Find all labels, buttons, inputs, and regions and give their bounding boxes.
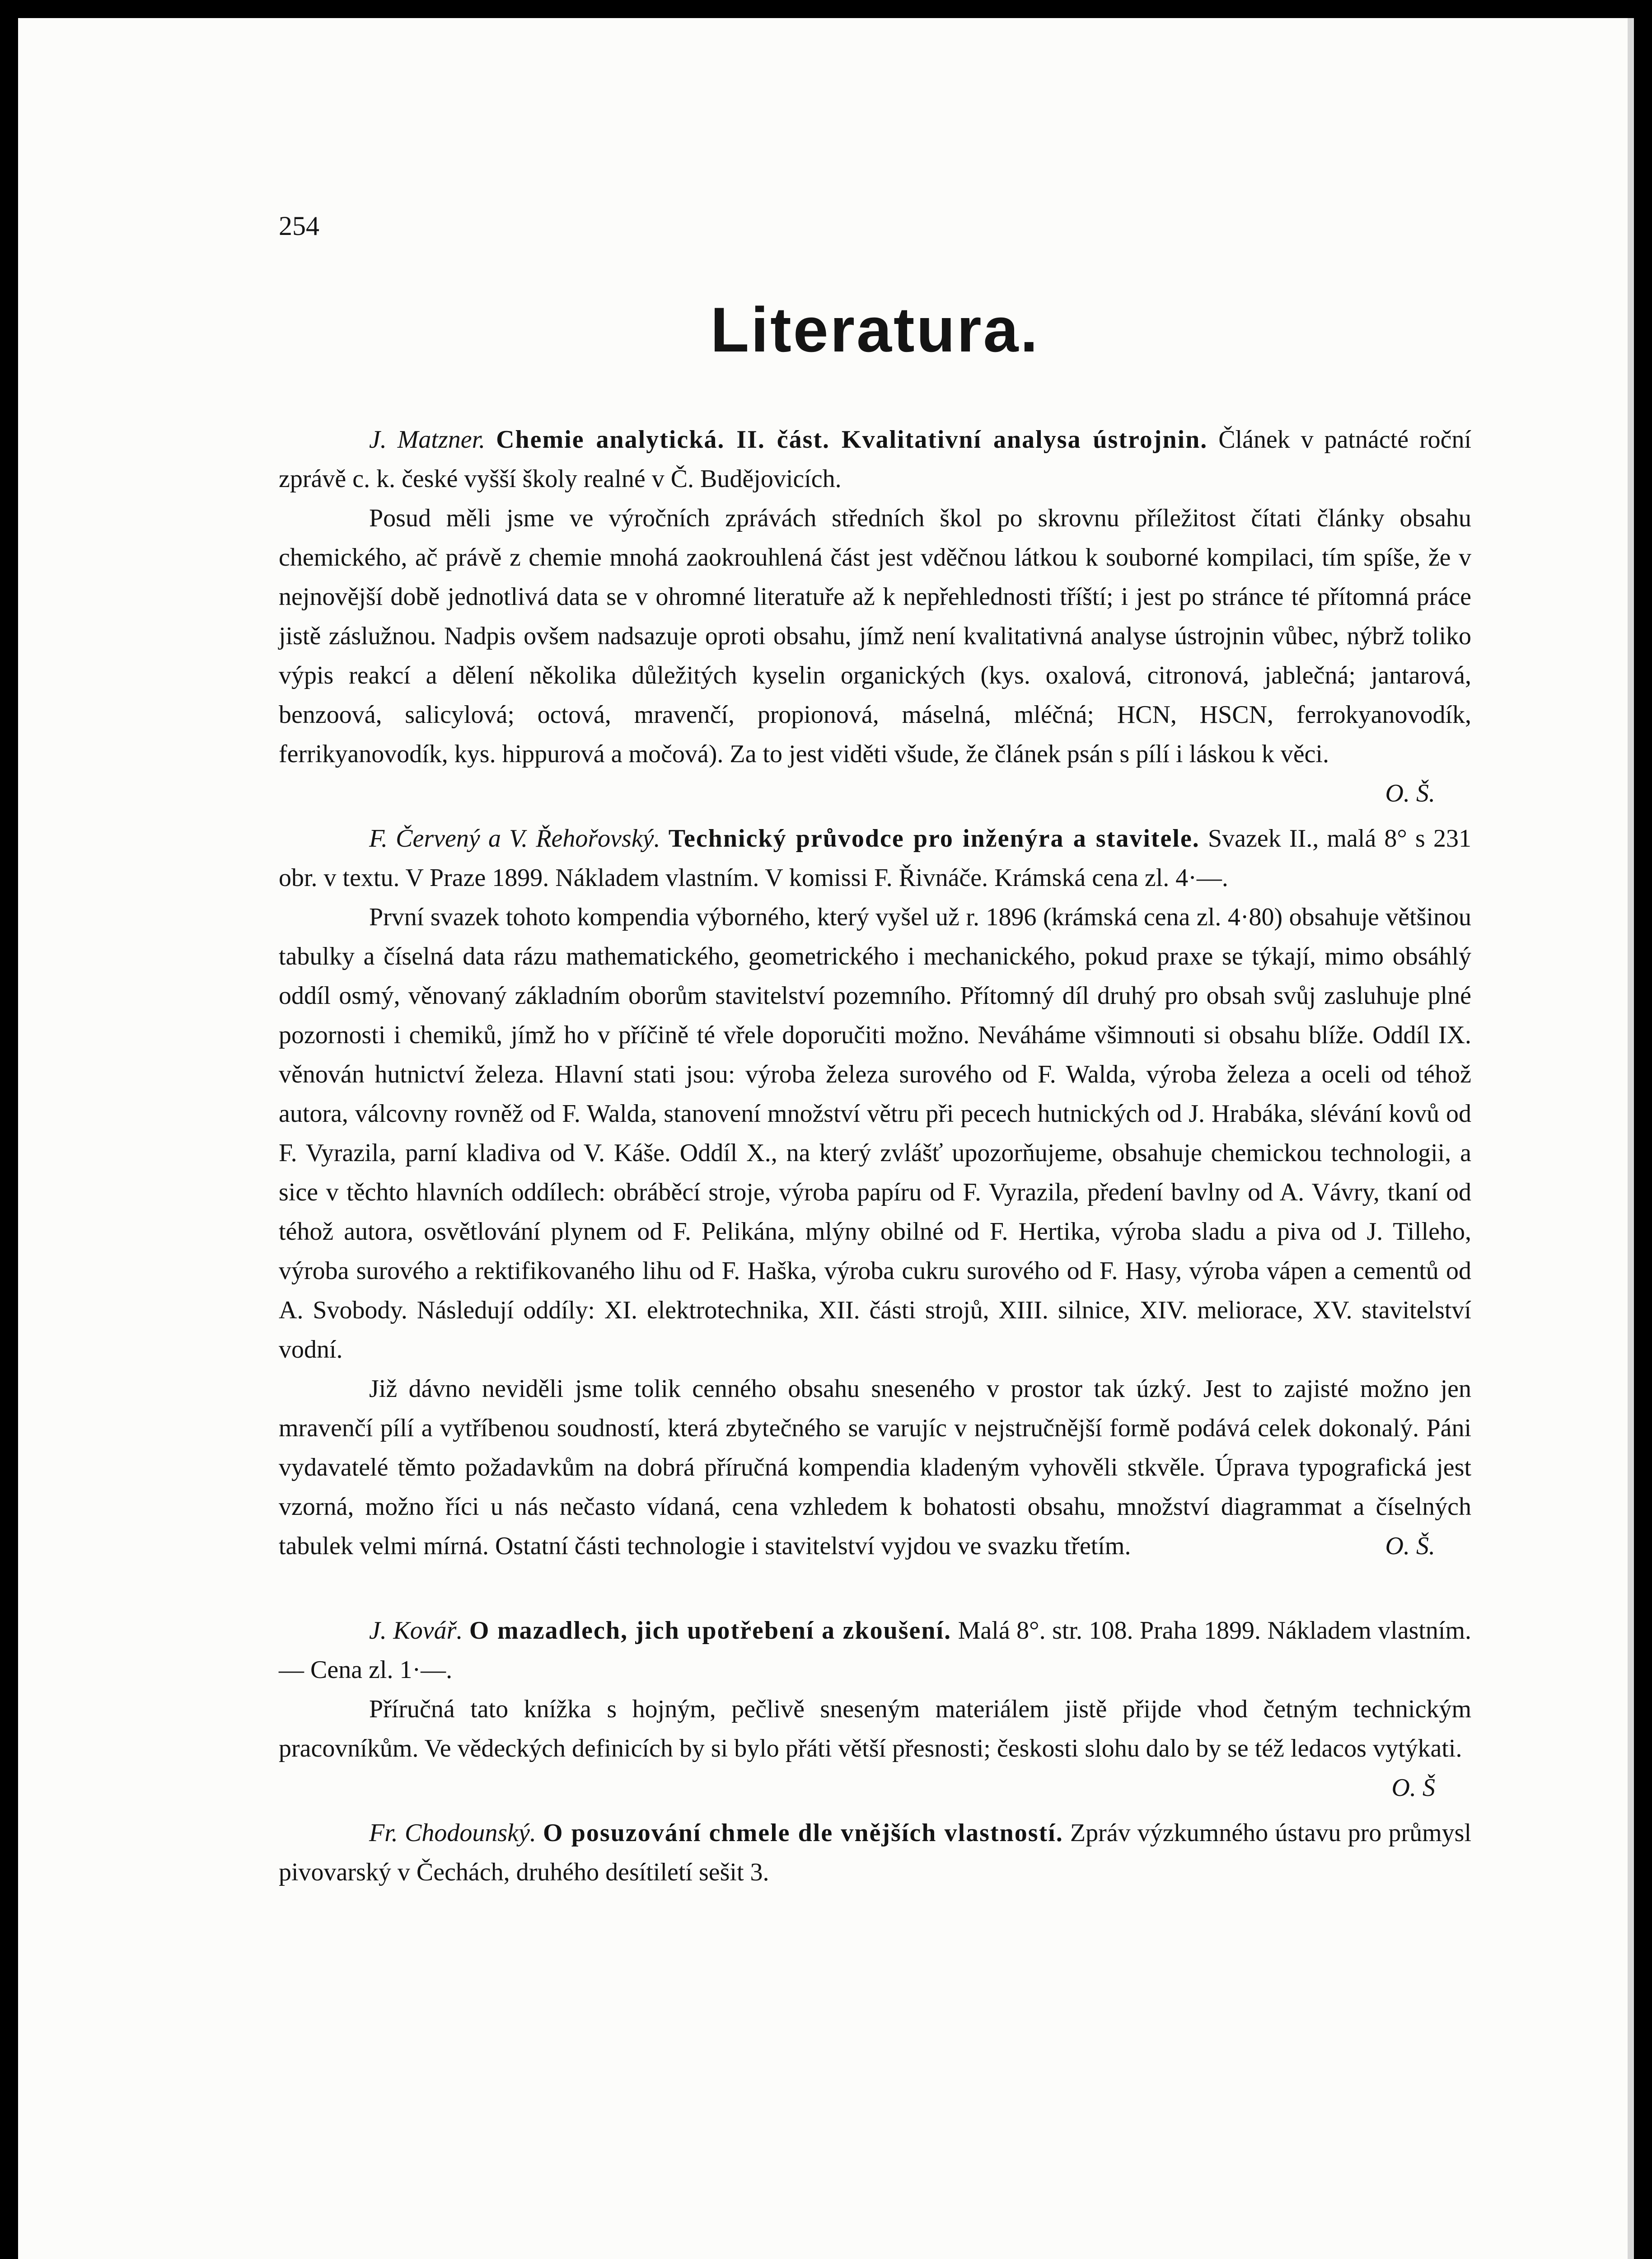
bibliographic-reference	[279, 420, 1471, 499]
reference-details: Zpráv výzkumného ústavu pro průmysl pivovarský v Čechách, druhého desítiletí sešit 3.	[279, 1819, 1472, 1886]
reference-title: Chemie analytická. II. část. Kvalitativní analysa ústrojnin.	[496, 426, 1208, 454]
reference-details: Malá 8°. str. 108. Praha 1899. Nákladem vlastním. — Cena zl. 1·—.	[279, 1617, 1472, 1684]
reviewer-signature: O. Š.	[1385, 1532, 1435, 1560]
review-entry-chodounsky	[279, 1814, 1471, 1892]
reference-title: Technický průvodce pro inženýra a stavitele.	[668, 825, 1200, 853]
reference-author: F. Červený a V. Řehořovský.	[369, 825, 660, 853]
reference-author: Fr. Chodounský.	[369, 1819, 536, 1847]
review-paragraph: Příručná tato knížka s hojným, pečlivě sneseným materiálem jistě přijde vhod četným technickým pracovníkům. Ve vědeckých definicích by si bylo přáti větší přesnosti; českosti slohu dalo by se též ledacos vytýkati. O. Š	[279, 1690, 1471, 1768]
review-entry-matzner	[279, 420, 1472, 807]
section-heading: Literatura.	[710, 294, 1040, 365]
review-entry-cerveny	[279, 819, 1471, 1566]
bibliographic-reference	[279, 819, 1471, 898]
bibliographic-reference	[279, 1814, 1471, 1892]
reference-title: O posuzování chmele dle vnějších vlastností.	[543, 1819, 1063, 1847]
review-paragraph: Již dávno neviděli jsme tolik cenného obsahu sneseného v prostor tak úzký. Jest to zajisté možno jen mravenčí pílí a vytříbenou soudností, která zbytečného se varujíc v nejstručnější formě podává celek dokonalý. Páni vydavatelé těmto požadavkům na dobrá příručná kompendia kladeným vyhověli stkvěle. Úprava typografická jest vzorná, možno říci u nás nečasto vídaná, cena vzhledem k bohatosti obsahu, množství diagrammat a číselných tabulek velmi mírná. Ostatní části technologie i stavitelství vyjdou ve svazku třetím. O. Š.	[279, 1369, 1471, 1566]
paper-sheet	[18, 18, 1634, 2259]
bibliographic-reference	[279, 1611, 1471, 1690]
reference-details: Článek v patnácté roční zprávě c. k. české vyšší školy realné v Č. Budějovicích.	[279, 426, 1472, 493]
review-entry-kovar	[279, 1611, 1472, 1802]
reviewer-signature: O. Š.	[1385, 779, 1435, 807]
reference-author: J. Matzner.	[369, 426, 486, 454]
reviewer-signature: O. Š	[1391, 1774, 1435, 1802]
review-paragraph: Posud měli jsme ve výročních zprávách středních škol po skrovnu příležitost čítati články obsahu chemického, ač právě z chemie mnohá zaokrouhlená část jest vděčnou látkou k souborné kompilaci, tím spíše, že v nejnovější době jednotlivá data se v ohromné literatuře až k nepřehlednosti tříští; i jest po stránce té přítomná práce jistě záslužnou. Nadpis ovšem nadsazuje oproti obsahu, jímž není kvalitativná analyse ústrojnin vůbec, nýbrž toliko výpis reakcí a dělení několika důležitých kyselin organických (kys. oxalová, citronová, jablečná; jantarová, benzoová, salicylová; octová, mravenčí, propionová, máselná, mléčná; HCN, HSCN, ferrokyanovodík, ferrikyanovodík, kys. hippurová a močová). Za to jest viděti všude, že článek psán s pílí i láskou k věci. O. Š.	[279, 499, 1471, 774]
reference-title: O mazadlech, jich upotřebení a zkoušení.	[469, 1617, 952, 1645]
reference-details: Svazek II., malá 8° s 231 obr. v textu. V Praze 1899. Nákladem vlastním. V komissi F. Řivnáče. Krámská cena zl. 4·—.	[279, 825, 1472, 892]
page-number: 254	[279, 211, 319, 241]
text-column	[279, 212, 1471, 1937]
reference-author: J. Kovář.	[369, 1617, 463, 1645]
review-paragraph: První svazek tohoto kompendia výborného, který vyšel už r. 1896 (krámská cena zl. 4·80) obsahuje většinou tabulky a číselná data rázu mathematického, geometrického i mechanického, pokud praxe se týkají, mimo obsáhlý oddíl osmý, věnovaný základním oborům stavitelství pozemního. Přítomný díl druhý pro obsah svůj zasluhuje plné pozornosti i chemiků, jímž ho v příčině té vřele doporučiti možno. Neváháme všimnouti si obsahu blíže. Oddíl IX. věnován hutnictví železa. Hlavní stati jsou: výroba železa surového od F. Walda, výroba železa a oceli od téhož autora, válcovny rovněž od F. Walda, stanovení množství větru při pecech hutnických od J. Hrabáka, slévání kovů od F. Vyrazila, parní kladiva od V. Káše. Oddíl X., na který zvlášť upozorňujeme, obsahuje chemickou technologii, a sice v těchto hlavních oddílech: obráběcí stroje, výroba papíru od F. Vyrazila, předení bavlny od A. Vávry, tkaní od téhož autora, osvětlování plynem od F. Pelikána, mlýny obilné od F. Hertika, výroba sladu a piva od J. Tilleho, výroba surového a rektifikovaného lihu od F. Haška, výroba cukru surového od F. Hasy, výroba vápen a cementů od A. Svobody. Následují oddíly: XI. elektrotechnika, XII. části strojů, XIII. silnice, XIV. meliorace, XV. stavitelství vodní.	[279, 903, 1471, 1364]
